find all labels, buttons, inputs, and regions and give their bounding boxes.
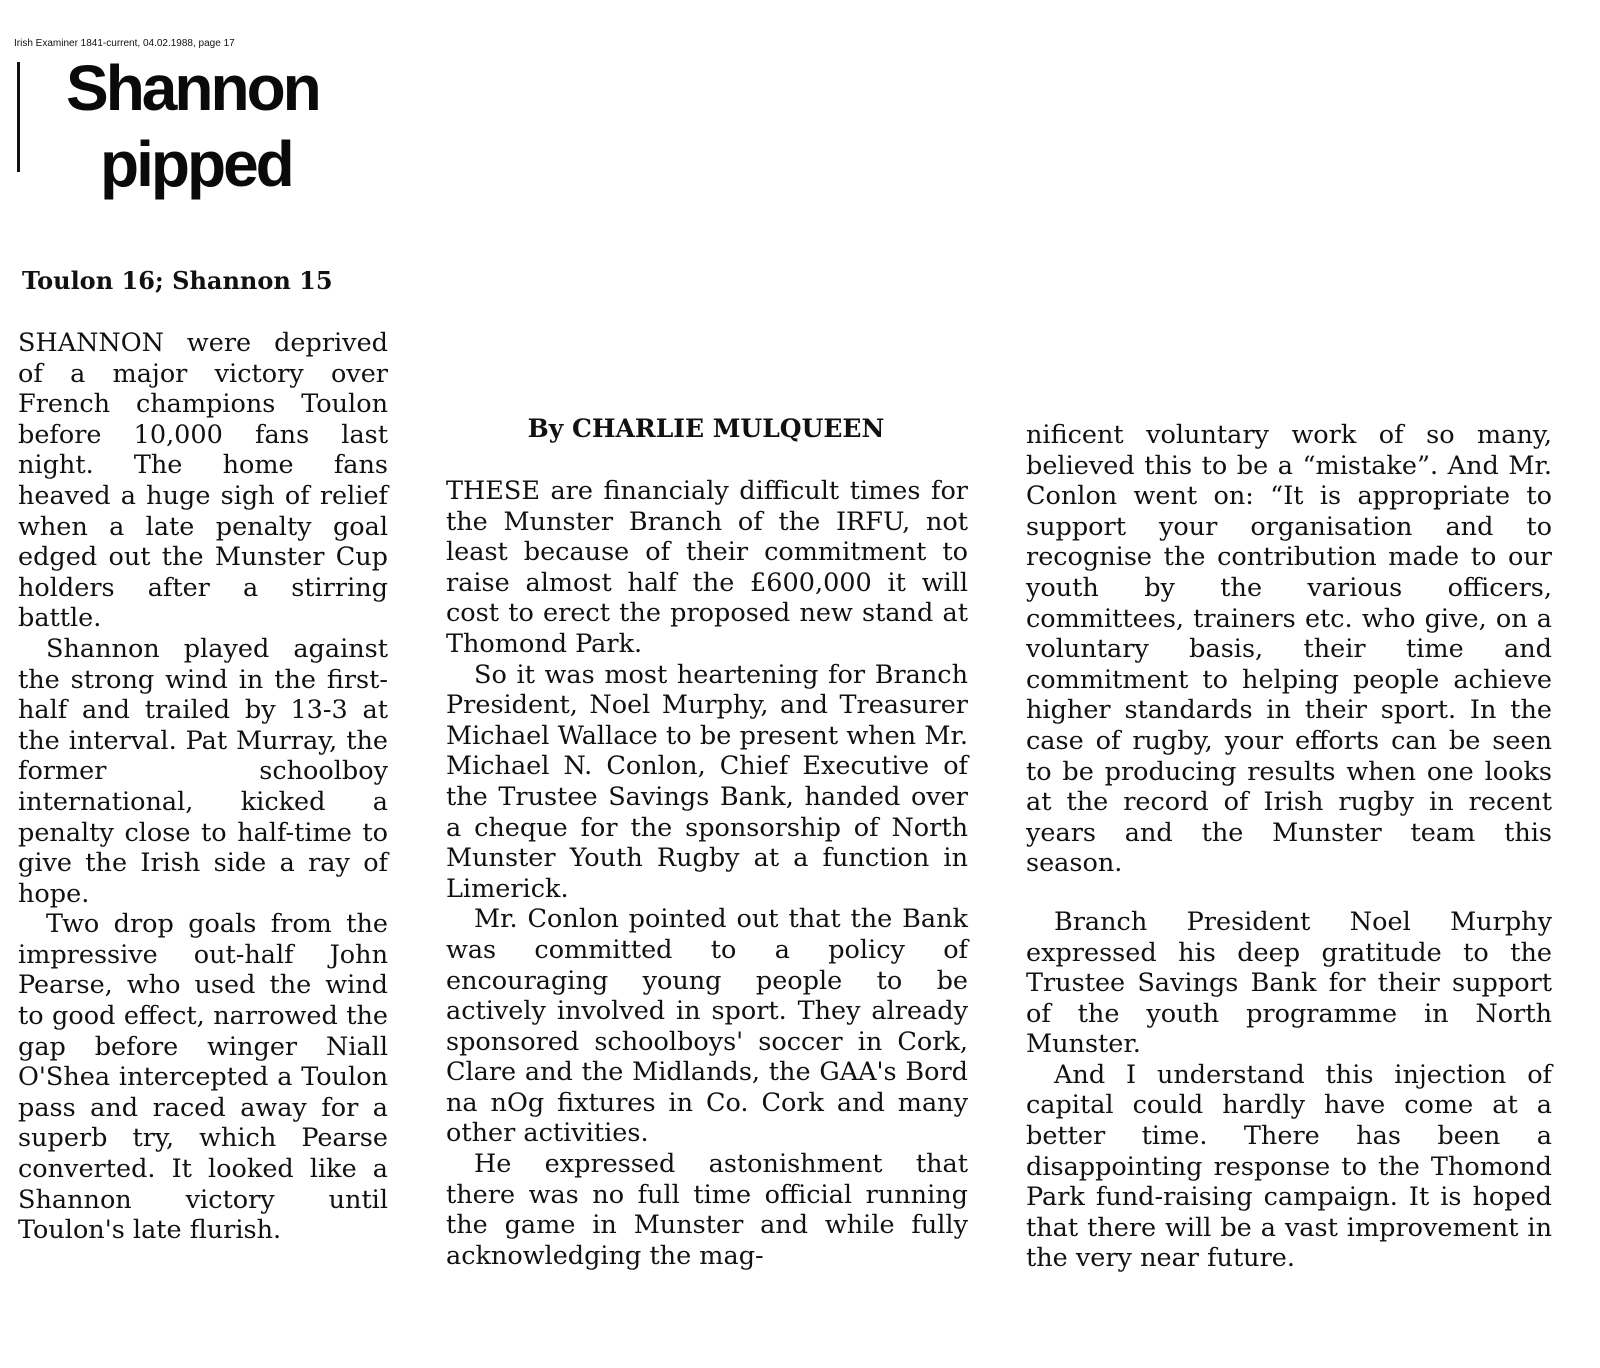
- sponsorship-article-column: [446, 476, 968, 1271]
- article-paragraph: Branch President Noel Murphy expressed his deep gratitude to the Trustee Savings Bank for their support of the youth programme in North Munster.: [1026, 906, 1552, 1060]
- article-paragraph: And I understand this injection of capital could hardly have come at a better time. There has been a disappointing response to the Thomond Park fund-raising campaign. It is hoped that there will be a vast improvement in the very near future.: [1026, 1059, 1552, 1274]
- headline-line-1: Shannon: [66, 52, 319, 124]
- scoreline: Toulon 16; Shannon 15: [22, 266, 333, 295]
- match-report-column: [18, 328, 388, 1246]
- report-paragraph: SHANNON were deprived of a major victory over French champions Toulon before 10,000 fans last night. The home fans heaved a huge sigh of relief when a late penalty goal edged out the Munster Cup holders after a stirring battle.: [18, 328, 388, 634]
- sponsorship-article-continued-column: [1026, 420, 1552, 1274]
- article-paragraph: nificent voluntary work of so many, believed this to be a “mistake”. And Mr. Conlon went on: “It is appropriate to support your organisation and to recognise the contribution made to our youth by the various officers, committees, trainers etc. who give, on a voluntary basis, their time and commitment to helping people achieve higher standards in their sport. In the case of rugby, your efforts can be seen to be producing results when one looks at the record of Irish rugby in recent years and the Munster team this season.: [1026, 420, 1552, 879]
- column-rule: [17, 62, 20, 172]
- byline: By CHARLIE MULQUEEN: [527, 414, 885, 443]
- article-paragraph: THESE are financialy difficult times for the Munster Branch of the IRFU, not least because of their commitment to raise almost half the £600,000 it will cost to erect the proposed new stand at Thomond Park.: [446, 476, 968, 659]
- report-paragraph: Two drop goals from the impressive out-half John Pearse, who used the wind to good effect, narrowed the gap before winger Niall O'Shea intercepted a Toulon pass and raced away for a superb try, which Pearse converted. It looked like a Shannon victory until Toulon's late flurish.: [18, 909, 388, 1246]
- source-citation: Irish Examiner 1841-current, 04.02.1988, page 17: [14, 38, 235, 49]
- article-paragraph: So it was most heartening for Branch President, Noel Murphy, and Treasurer Michael Wallace to be present when Mr. Michael N. Conlon, Chief Executive of the Trustee Savings Bank, handed over a cheque for the sponsorship of North Munster Youth Rugby at a function in Limerick.: [446, 659, 968, 904]
- report-paragraph: Shannon played against the strong wind in the first-half and trailed by 13-3 at the interval. Pat Murray, the former schoolboy international, kicked a penalty close to half-time to give the Irish side a ray of hope.: [18, 633, 388, 909]
- headline-line-2: pipped: [100, 128, 292, 200]
- article-paragraph: He expressed astonishment that there was no full time official running the game in Munster and while fully acknowledging the mag-: [446, 1149, 968, 1271]
- article-paragraph: Mr. Conlon pointed out that the Bank was committed to a policy of encouraging young people to be actively involved in sport. They already sponsored schoolboys' soccer in Cork, Clare and the Midlands, the GAA's Bord na nOg fixtures in Co. Cork and many other activities.: [446, 904, 968, 1149]
